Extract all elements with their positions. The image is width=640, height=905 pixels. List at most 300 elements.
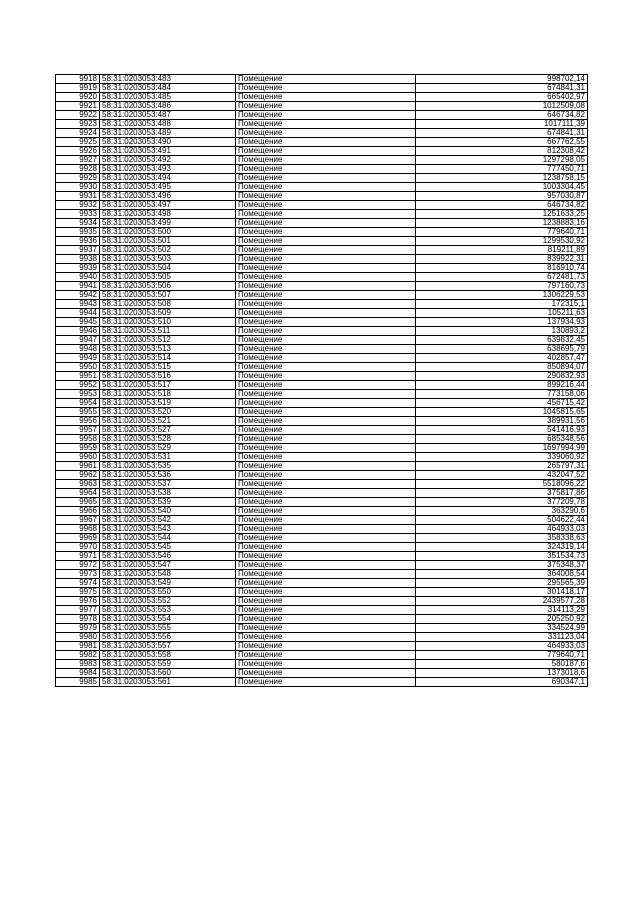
cadastral-number-cell: 58:31:0203053:506 bbox=[100, 282, 236, 291]
value-cell: 375817,86 bbox=[416, 489, 588, 498]
cadastral-number-cell: 58:31:0203053:519 bbox=[100, 399, 236, 408]
value-cell: 339060,92 bbox=[416, 453, 588, 462]
row-number-cell: 9950 bbox=[56, 363, 100, 372]
cadastral-number-cell: 58:31:0203053:542 bbox=[100, 516, 236, 525]
value-cell: 389931,56 bbox=[416, 417, 588, 426]
value-cell: 1238883,16 bbox=[416, 219, 588, 228]
cadastral-number-cell: 58:31:0203053:558 bbox=[100, 651, 236, 660]
object-type-cell: Помещение bbox=[236, 282, 416, 291]
cadastral-number-cell: 58:31:0203053:494 bbox=[100, 174, 236, 183]
table-row bbox=[56, 534, 588, 543]
value-cell: 334524,99 bbox=[416, 624, 588, 633]
value-cell: 295565,39 bbox=[416, 579, 588, 588]
row-number-cell: 9927 bbox=[56, 156, 100, 165]
value-cell: 779640,71 bbox=[416, 228, 588, 237]
row-number-cell: 9967 bbox=[56, 516, 100, 525]
table-row bbox=[56, 93, 588, 102]
row-number-cell: 9954 bbox=[56, 399, 100, 408]
row-number-cell: 9968 bbox=[56, 525, 100, 534]
table-row bbox=[56, 678, 588, 687]
cadastral-number-cell: 58:31:0203053:545 bbox=[100, 543, 236, 552]
object-type-cell: Помещение bbox=[236, 417, 416, 426]
row-number-cell: 9962 bbox=[56, 471, 100, 480]
cadastral-number-cell: 58:31:0203053:544 bbox=[100, 534, 236, 543]
value-cell: 812308,42 bbox=[416, 147, 588, 156]
cadastral-number-cell: 58:31:0203053:493 bbox=[100, 165, 236, 174]
object-type-cell: Помещение bbox=[236, 228, 416, 237]
object-type-cell: Помещение bbox=[236, 129, 416, 138]
table-row bbox=[56, 435, 588, 444]
object-type-cell: Помещение bbox=[236, 273, 416, 282]
cadastral-number-cell: 58:31:0203053:510 bbox=[100, 318, 236, 327]
value-cell: 816910,74 bbox=[416, 264, 588, 273]
row-number-cell: 9922 bbox=[56, 111, 100, 120]
table-row bbox=[56, 237, 588, 246]
value-cell: 1045815,65 bbox=[416, 408, 588, 417]
table-row bbox=[56, 336, 588, 345]
table-row bbox=[56, 399, 588, 408]
cadastral-number-cell: 58:31:0203053:495 bbox=[100, 183, 236, 192]
object-type-cell: Помещение bbox=[236, 489, 416, 498]
value-cell: 265797,31 bbox=[416, 462, 588, 471]
cadastral-number-cell: 58:31:0203053:496 bbox=[100, 192, 236, 201]
table-row bbox=[56, 660, 588, 669]
table-row bbox=[56, 138, 588, 147]
cadastral-number-cell: 58:31:0203053:488 bbox=[100, 120, 236, 129]
cadastral-number-cell: 58:31:0203053:516 bbox=[100, 372, 236, 381]
value-cell: 672481,73 bbox=[416, 273, 588, 282]
table-row bbox=[56, 462, 588, 471]
cadastral-number-cell: 58:31:0203053:521 bbox=[100, 417, 236, 426]
object-type-cell: Помещение bbox=[236, 498, 416, 507]
value-cell: 290832,93 bbox=[416, 372, 588, 381]
value-cell: 797160,73 bbox=[416, 282, 588, 291]
object-type-cell: Помещение bbox=[236, 534, 416, 543]
cadastral-number-cell: 58:31:0203053:546 bbox=[100, 552, 236, 561]
object-type-cell: Помещение bbox=[236, 372, 416, 381]
cadastral-number-cell: 58:31:0203053:485 bbox=[100, 93, 236, 102]
table-row bbox=[56, 156, 588, 165]
cadastral-number-cell: 58:31:0203053:504 bbox=[100, 264, 236, 273]
table-row bbox=[56, 318, 588, 327]
value-cell: 646734,82 bbox=[416, 201, 588, 210]
cadastral-number-cell: 58:31:0203053:556 bbox=[100, 633, 236, 642]
row-number-cell: 9965 bbox=[56, 498, 100, 507]
cadastral-number-cell: 58:31:0203053:550 bbox=[100, 588, 236, 597]
cadastral-number-cell: 58:31:0203053:535 bbox=[100, 462, 236, 471]
row-number-cell: 9918 bbox=[56, 75, 100, 84]
cadastral-number-cell: 58:31:0203053:538 bbox=[100, 489, 236, 498]
row-number-cell: 9935 bbox=[56, 228, 100, 237]
object-type-cell: Помещение bbox=[236, 525, 416, 534]
row-number-cell: 9952 bbox=[56, 381, 100, 390]
row-number-cell: 9972 bbox=[56, 561, 100, 570]
row-number-cell: 9936 bbox=[56, 237, 100, 246]
value-cell: 685348,56 bbox=[416, 435, 588, 444]
value-cell: 205250,92 bbox=[416, 615, 588, 624]
value-cell: 674841,31 bbox=[416, 84, 588, 93]
table-row bbox=[56, 426, 588, 435]
value-cell: 1251633,25 bbox=[416, 210, 588, 219]
table-row bbox=[56, 84, 588, 93]
row-number-cell: 9932 bbox=[56, 201, 100, 210]
object-type-cell: Помещение bbox=[236, 75, 416, 84]
row-number-cell: 9934 bbox=[56, 219, 100, 228]
table-row bbox=[56, 345, 588, 354]
object-type-cell: Помещение bbox=[236, 624, 416, 633]
cadastral-number-cell: 58:31:0203053:486 bbox=[100, 102, 236, 111]
row-number-cell: 9958 bbox=[56, 435, 100, 444]
object-type-cell: Помещение bbox=[236, 606, 416, 615]
row-number-cell: 9979 bbox=[56, 624, 100, 633]
table-row bbox=[56, 480, 588, 489]
table-row bbox=[56, 372, 588, 381]
cadastral-number-cell: 58:31:0203053:514 bbox=[100, 354, 236, 363]
object-type-cell: Помещение bbox=[236, 255, 416, 264]
cadastral-number-cell: 58:31:0203053:536 bbox=[100, 471, 236, 480]
row-number-cell: 9919 bbox=[56, 84, 100, 93]
row-number-cell: 9930 bbox=[56, 183, 100, 192]
table-row bbox=[56, 219, 588, 228]
table-row bbox=[56, 246, 588, 255]
value-cell: 1306229,53 bbox=[416, 291, 588, 300]
object-type-cell: Помещение bbox=[236, 291, 416, 300]
value-cell: 773158,06 bbox=[416, 390, 588, 399]
row-number-cell: 9942 bbox=[56, 291, 100, 300]
cadastral-number-cell: 58:31:0203053:491 bbox=[100, 147, 236, 156]
cadastral-number-cell: 58:31:0203053:540 bbox=[100, 507, 236, 516]
value-cell: 580187,6 bbox=[416, 660, 588, 669]
value-cell: 301418,17 bbox=[416, 588, 588, 597]
object-type-cell: Помещение bbox=[236, 120, 416, 129]
table-row bbox=[56, 183, 588, 192]
table-row bbox=[56, 111, 588, 120]
value-cell: 358338,63 bbox=[416, 534, 588, 543]
object-type-cell: Помещение bbox=[236, 471, 416, 480]
table-row bbox=[56, 597, 588, 606]
value-cell: 667762,55 bbox=[416, 138, 588, 147]
row-number-cell: 9957 bbox=[56, 426, 100, 435]
object-type-cell: Помещение bbox=[236, 156, 416, 165]
object-type-cell: Помещение bbox=[236, 246, 416, 255]
cadastral-number-cell: 58:31:0203053:553 bbox=[100, 606, 236, 615]
cadastral-number-cell: 58:31:0203053:515 bbox=[100, 363, 236, 372]
table-row bbox=[56, 606, 588, 615]
object-type-cell: Помещение bbox=[236, 93, 416, 102]
table-row bbox=[56, 525, 588, 534]
row-number-cell: 9956 bbox=[56, 417, 100, 426]
value-cell: 1299530,92 bbox=[416, 237, 588, 246]
cadastral-number-cell: 58:31:0203053:560 bbox=[100, 669, 236, 678]
table-row bbox=[56, 129, 588, 138]
cadastral-number-cell: 58:31:0203053:498 bbox=[100, 210, 236, 219]
object-type-cell: Помещение bbox=[236, 669, 416, 678]
value-cell: 464933,03 bbox=[416, 642, 588, 651]
value-cell: 665402,97 bbox=[416, 93, 588, 102]
value-cell: 363290,6 bbox=[416, 507, 588, 516]
value-cell: 456715,42 bbox=[416, 399, 588, 408]
row-number-cell: 9937 bbox=[56, 246, 100, 255]
table-row bbox=[56, 174, 588, 183]
value-cell: 130893,2 bbox=[416, 327, 588, 336]
value-cell: 779640,71 bbox=[416, 651, 588, 660]
row-number-cell: 9943 bbox=[56, 300, 100, 309]
row-number-cell: 9985 bbox=[56, 678, 100, 687]
object-type-cell: Помещение bbox=[236, 363, 416, 372]
table-row bbox=[56, 570, 588, 579]
cadastral-number-cell: 58:31:0203053:502 bbox=[100, 246, 236, 255]
object-type-cell: Помещение bbox=[236, 408, 416, 417]
object-type-cell: Помещение bbox=[236, 147, 416, 156]
row-number-cell: 9926 bbox=[56, 147, 100, 156]
table-row bbox=[56, 327, 588, 336]
row-number-cell: 9977 bbox=[56, 606, 100, 615]
value-cell: 2439577,28 bbox=[416, 597, 588, 606]
cadastral-number-cell: 58:31:0203053:501 bbox=[100, 237, 236, 246]
table-row bbox=[56, 165, 588, 174]
value-cell: 646734,82 bbox=[416, 111, 588, 120]
row-number-cell: 9982 bbox=[56, 651, 100, 660]
cadastral-number-cell: 58:31:0203053:499 bbox=[100, 219, 236, 228]
cadastral-number-cell: 58:31:0203053:500 bbox=[100, 228, 236, 237]
object-type-cell: Помещение bbox=[236, 192, 416, 201]
table-row bbox=[56, 273, 588, 282]
table-row bbox=[56, 75, 588, 84]
row-number-cell: 9948 bbox=[56, 345, 100, 354]
table-row bbox=[56, 498, 588, 507]
value-cell: 1003304,45 bbox=[416, 183, 588, 192]
row-number-cell: 9941 bbox=[56, 282, 100, 291]
table-row bbox=[56, 363, 588, 372]
object-type-cell: Помещение bbox=[236, 552, 416, 561]
cadastral-number-cell: 58:31:0203053:547 bbox=[100, 561, 236, 570]
cadastral-number-cell: 58:31:0203053:539 bbox=[100, 498, 236, 507]
table-row bbox=[56, 507, 588, 516]
cadastral-number-cell: 58:31:0203053:549 bbox=[100, 579, 236, 588]
object-type-cell: Помещение bbox=[236, 543, 416, 552]
row-number-cell: 9944 bbox=[56, 309, 100, 318]
cadastral-number-cell: 58:31:0203053:527 bbox=[100, 426, 236, 435]
row-number-cell: 9921 bbox=[56, 102, 100, 111]
object-type-cell: Помещение bbox=[236, 138, 416, 147]
table-row bbox=[56, 291, 588, 300]
object-type-cell: Помещение bbox=[236, 462, 416, 471]
object-type-cell: Помещение bbox=[236, 354, 416, 363]
object-type-cell: Помещение bbox=[236, 345, 416, 354]
table-row bbox=[56, 147, 588, 156]
row-number-cell: 9971 bbox=[56, 552, 100, 561]
cadastral-number-cell: 58:31:0203053:537 bbox=[100, 480, 236, 489]
object-type-cell: Помещение bbox=[236, 516, 416, 525]
table-row bbox=[56, 255, 588, 264]
cadastral-number-cell: 58:31:0203053:552 bbox=[100, 597, 236, 606]
object-type-cell: Помещение bbox=[236, 381, 416, 390]
value-cell: 819211,89 bbox=[416, 246, 588, 255]
table-row bbox=[56, 471, 588, 480]
value-cell: 1373018,6 bbox=[416, 669, 588, 678]
row-number-cell: 9931 bbox=[56, 192, 100, 201]
object-type-cell: Помещение bbox=[236, 390, 416, 399]
value-cell: 1297298,05 bbox=[416, 156, 588, 165]
cadastral-number-cell: 58:31:0203053:529 bbox=[100, 444, 236, 453]
object-type-cell: Помещение bbox=[236, 210, 416, 219]
table-row bbox=[56, 615, 588, 624]
row-number-cell: 9973 bbox=[56, 570, 100, 579]
cadastral-number-cell: 58:31:0203053:508 bbox=[100, 300, 236, 309]
row-number-cell: 9984 bbox=[56, 669, 100, 678]
value-cell: 541416,93 bbox=[416, 426, 588, 435]
cadastral-number-cell: 58:31:0203053:511 bbox=[100, 327, 236, 336]
cadastral-number-cell: 58:31:0203053:555 bbox=[100, 624, 236, 633]
cadastral-number-cell: 58:31:0203053:489 bbox=[100, 129, 236, 138]
value-cell: 5518096,22 bbox=[416, 480, 588, 489]
object-type-cell: Помещение bbox=[236, 561, 416, 570]
row-number-cell: 9940 bbox=[56, 273, 100, 282]
row-number-cell: 9960 bbox=[56, 453, 100, 462]
table-row bbox=[56, 201, 588, 210]
table-row bbox=[56, 408, 588, 417]
value-cell: 432047,52 bbox=[416, 471, 588, 480]
cadastral-table bbox=[55, 74, 588, 687]
value-cell: 690347,1 bbox=[416, 678, 588, 687]
object-type-cell: Помещение bbox=[236, 588, 416, 597]
cadastral-number-cell: 58:31:0203053:561 bbox=[100, 678, 236, 687]
object-type-cell: Помещение bbox=[236, 237, 416, 246]
object-type-cell: Помещение bbox=[236, 678, 416, 687]
value-cell: 172315,1 bbox=[416, 300, 588, 309]
value-cell: 899216,44 bbox=[416, 381, 588, 390]
row-number-cell: 9983 bbox=[56, 660, 100, 669]
value-cell: 639832,45 bbox=[416, 336, 588, 345]
object-type-cell: Помещение bbox=[236, 642, 416, 651]
table-row bbox=[56, 489, 588, 498]
value-cell: 105211,63 bbox=[416, 309, 588, 318]
object-type-cell: Помещение bbox=[236, 660, 416, 669]
table-row bbox=[56, 579, 588, 588]
object-type-cell: Помещение bbox=[236, 174, 416, 183]
object-type-cell: Помещение bbox=[236, 426, 416, 435]
row-number-cell: 9951 bbox=[56, 372, 100, 381]
object-type-cell: Помещение bbox=[236, 183, 416, 192]
value-cell: 957030,87 bbox=[416, 192, 588, 201]
table-row bbox=[56, 543, 588, 552]
row-number-cell: 9933 bbox=[56, 210, 100, 219]
value-cell: 331123,04 bbox=[416, 633, 588, 642]
object-type-cell: Помещение bbox=[236, 579, 416, 588]
value-cell: 1238758,15 bbox=[416, 174, 588, 183]
cadastral-number-cell: 58:31:0203053:484 bbox=[100, 84, 236, 93]
row-number-cell: 9953 bbox=[56, 390, 100, 399]
row-number-cell: 9938 bbox=[56, 255, 100, 264]
value-cell: 504622,44 bbox=[416, 516, 588, 525]
row-number-cell: 9946 bbox=[56, 327, 100, 336]
row-number-cell: 9976 bbox=[56, 597, 100, 606]
value-cell: 314113,29 bbox=[416, 606, 588, 615]
cadastral-number-cell: 58:31:0203053:492 bbox=[100, 156, 236, 165]
table-row bbox=[56, 669, 588, 678]
table-row bbox=[56, 561, 588, 570]
value-cell: 324319,14 bbox=[416, 543, 588, 552]
value-cell: 375348,37 bbox=[416, 561, 588, 570]
row-number-cell: 9923 bbox=[56, 120, 100, 129]
cadastral-number-cell: 58:31:0203053:509 bbox=[100, 309, 236, 318]
row-number-cell: 9945 bbox=[56, 318, 100, 327]
row-number-cell: 9964 bbox=[56, 489, 100, 498]
table-row bbox=[56, 642, 588, 651]
cadastral-number-cell: 58:31:0203053:518 bbox=[100, 390, 236, 399]
cadastral-number-cell: 58:31:0203053:503 bbox=[100, 255, 236, 264]
value-cell: 850894,07 bbox=[416, 363, 588, 372]
table-body bbox=[56, 75, 588, 687]
object-type-cell: Помещение bbox=[236, 264, 416, 273]
value-cell: 364008,54 bbox=[416, 570, 588, 579]
cadastral-number-cell: 58:31:0203053:497 bbox=[100, 201, 236, 210]
row-number-cell: 9924 bbox=[56, 129, 100, 138]
table-row bbox=[56, 417, 588, 426]
cadastral-number-cell: 58:31:0203053:528 bbox=[100, 435, 236, 444]
table-row bbox=[56, 624, 588, 633]
object-type-cell: Помещение bbox=[236, 435, 416, 444]
table-row bbox=[56, 300, 588, 309]
object-type-cell: Помещение bbox=[236, 507, 416, 516]
object-type-cell: Помещение bbox=[236, 444, 416, 453]
row-number-cell: 9925 bbox=[56, 138, 100, 147]
cadastral-number-cell: 58:31:0203053:490 bbox=[100, 138, 236, 147]
row-number-cell: 9966 bbox=[56, 507, 100, 516]
object-type-cell: Помещение bbox=[236, 570, 416, 579]
value-cell: 137934,93 bbox=[416, 318, 588, 327]
object-type-cell: Помещение bbox=[236, 102, 416, 111]
table-row bbox=[56, 264, 588, 273]
value-cell: 464933,03 bbox=[416, 525, 588, 534]
cadastral-number-cell: 58:31:0203053:531 bbox=[100, 453, 236, 462]
table-row bbox=[56, 390, 588, 399]
cadastral-number-cell: 58:31:0203053:543 bbox=[100, 525, 236, 534]
row-number-cell: 9961 bbox=[56, 462, 100, 471]
row-number-cell: 9959 bbox=[56, 444, 100, 453]
object-type-cell: Помещение bbox=[236, 84, 416, 93]
table-row bbox=[56, 633, 588, 642]
row-number-cell: 9955 bbox=[56, 408, 100, 417]
row-number-cell: 9981 bbox=[56, 642, 100, 651]
cadastral-number-cell: 58:31:0203053:559 bbox=[100, 660, 236, 669]
table-row bbox=[56, 102, 588, 111]
table-row bbox=[56, 588, 588, 597]
cadastral-number-cell: 58:31:0203053:512 bbox=[100, 336, 236, 345]
row-number-cell: 9970 bbox=[56, 543, 100, 552]
object-type-cell: Помещение bbox=[236, 201, 416, 210]
row-number-cell: 9928 bbox=[56, 165, 100, 174]
row-number-cell: 9963 bbox=[56, 480, 100, 489]
table-row bbox=[56, 192, 588, 201]
object-type-cell: Помещение bbox=[236, 615, 416, 624]
cadastral-number-cell: 58:31:0203053:483 bbox=[100, 75, 236, 84]
object-type-cell: Помещение bbox=[236, 318, 416, 327]
table-row bbox=[56, 354, 588, 363]
cadastral-number-cell: 58:31:0203053:507 bbox=[100, 291, 236, 300]
table-row bbox=[56, 228, 588, 237]
row-number-cell: 9969 bbox=[56, 534, 100, 543]
object-type-cell: Помещение bbox=[236, 219, 416, 228]
table-row bbox=[56, 453, 588, 462]
object-type-cell: Помещение bbox=[236, 597, 416, 606]
value-cell: 1012509,08 bbox=[416, 102, 588, 111]
row-number-cell: 9949 bbox=[56, 354, 100, 363]
cadastral-number-cell: 58:31:0203053:548 bbox=[100, 570, 236, 579]
row-number-cell: 9929 bbox=[56, 174, 100, 183]
value-cell: 839922,31 bbox=[416, 255, 588, 264]
row-number-cell: 9980 bbox=[56, 633, 100, 642]
